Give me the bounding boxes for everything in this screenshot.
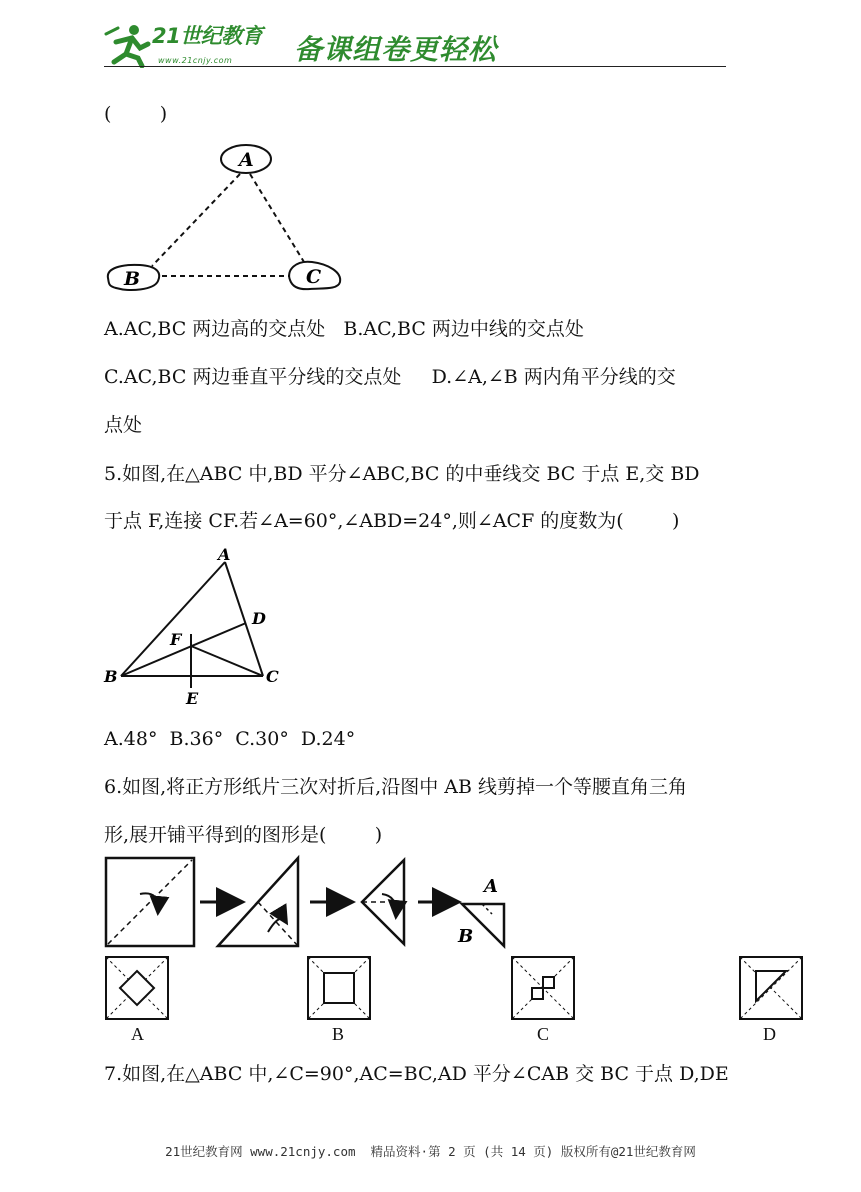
q4-options-line3: 点处 [104, 414, 143, 436]
q6-choice-a-label: A [131, 1024, 144, 1044]
q6-stem-line2: 形,展开铺平得到的图形是( ) [104, 824, 383, 846]
q6-choice-b-label: B [332, 1024, 345, 1044]
q4-options-line2: C.AC,BC 两边垂直平分线的交点处 D.∠A,∠B 两内角平分线的交 [104, 366, 676, 388]
q6-choice-c-label: C [537, 1024, 550, 1044]
q5-triangle-figure [100, 542, 300, 712]
q4-label-a: A [239, 149, 254, 171]
q4-label-c: C [306, 266, 322, 288]
q4-label-b: B [124, 268, 141, 290]
page-footer: 21世纪教育网 www.21cnjy.com 精品资料·第 2 页 (共 14 页) 版权所有@21世纪教育网 [165, 1144, 696, 1159]
q5-label-e: E [186, 689, 199, 708]
q7-stem-line1: 7.如图,在△ABC 中,∠C=90°,AC=BC,AD 平分∠CAB 交 BC 于点 D,DE [104, 1063, 729, 1085]
logo-runner-icon [104, 22, 152, 68]
q6-folding-steps-figure [100, 852, 520, 952]
q5-label-c: C [266, 667, 279, 686]
q6-fold-label-b: B [458, 926, 474, 947]
q5-label-b: B [104, 667, 118, 686]
q6-choice-c-figure [510, 955, 576, 1021]
q4-options-line1: A.AC,BC 两边高的交点处 B.AC,BC 两边中线的交点处 [104, 318, 584, 340]
q6-step1-square [106, 858, 194, 946]
q4-three-villages-figure [100, 138, 360, 298]
header-slogan: 备课组卷更轻松 [294, 33, 498, 66]
q5-stem-line2: 于点 F,连接 CF.若∠A=60°,∠ABD=24°,则∠ACF 的度数为( ) [104, 510, 680, 532]
q5-label-a: A [218, 545, 231, 564]
q4-answer-paren: ( ) [104, 103, 168, 125]
q6-fold-label-a: A [484, 876, 498, 897]
q6-step3-triangle [362, 860, 404, 944]
q5-label-f: F [170, 630, 182, 649]
q6-choice-a-figure [104, 955, 170, 1021]
q6-choice-d-label: D [763, 1024, 776, 1044]
q6-choice-b-figure [306, 955, 372, 1021]
q5-options: A.48° B.36° C.30° D.24° [104, 728, 356, 750]
header-divider [104, 66, 726, 67]
q6-stem-line1: 6.如图,将正方形纸片三次对折后,沿图中 AB 线剪掉一个等腰直角三角 [104, 776, 687, 798]
q6-choice-d-figure [738, 955, 804, 1021]
q4-dashed-triangle [152, 174, 304, 276]
q5-stem-line1: 5.如图,在△ABC 中,BD 平分∠ABC,BC 的中垂线交 BC 于点 E,交 BD [104, 463, 700, 485]
brand-url: www.21cnjy.com [158, 56, 233, 65]
q5-label-d: D [252, 609, 266, 628]
brand-name: 21世纪教育 [152, 24, 263, 48]
